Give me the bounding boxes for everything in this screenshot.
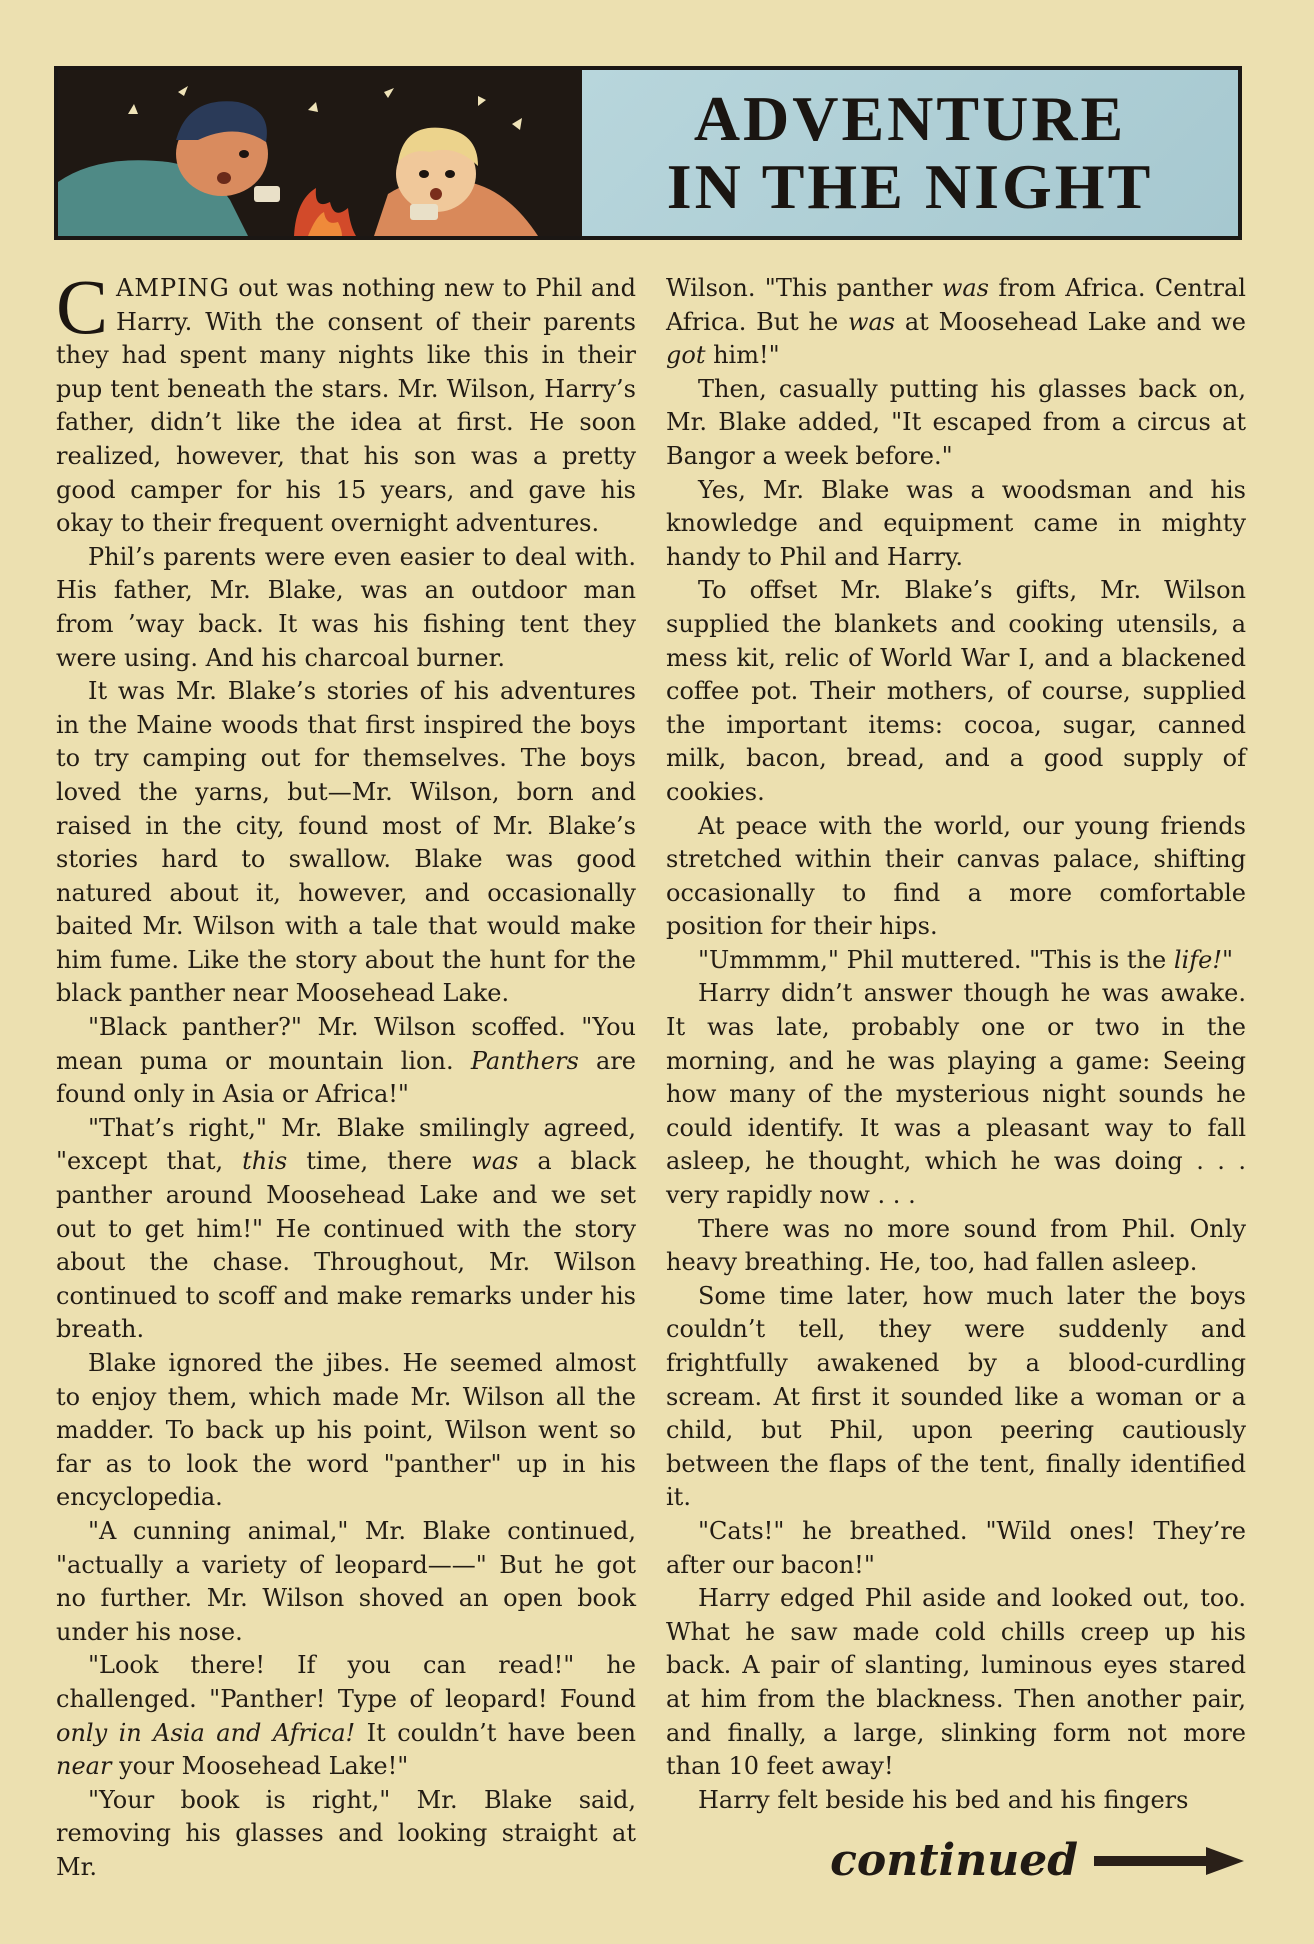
paragraph-20: Harry edged Phil aside and looked out, too. What he saw made cold chills creep up his back. A pair of slanting, luminous eyes stared at him from the blackness. Then another pair, and finally, a large, slinking form not more than 10 feet away! [666,1584,1246,1781]
paragraph-11: Then, casually putting his glasses back on, Mr. Blake added, "It escaped from a circus at Bangor a week before." [666,374,1246,470]
paragraph-9: "Your book is right," Mr. Blake said, removing his glasses and looking straight at Mr. [56,1785,636,1881]
paragraph-3: It was Mr. Blake’s stories of his adventures in the Maine woods that first inspired the boys to try camping out for themselves. The boys loved the yarns, but—Mr. Wilson, born and raised in the city, found most of Mr. Blake’s stories hard to swallow. Blake was good natured about it, however, and occasionally baited Mr. Wilson with a tale that would make him fume. Like the story about the hunt for the black panther near Moosehead Lake. [56,677,636,1008]
story-body [56,263,1246,1881]
paragraph-16: Harry didn’t answer though he was awake. It was late, probably one or two in the morning, and he was playing a game: Seeing how many of the mysterious night sounds he could identify. It was a pleasant way to fall asleep, he thought, which he was doing . . . very rapidly now . . . [666,979,1246,1210]
paragraph-15: "Ummmm," Phil muttered. "This is the life!" [698,945,1234,974]
paragraph-17: There was no more sound from Phil. Only heavy breathing. He, too, had fallen asleep. [666,1214,1246,1277]
paragraph-1: CAMPING out was nothing new to Phil and Harry. With the consent of their parents they had spent many nights like this in their pup tent beneath the stars. Mr. Wilson, Harry’s father, didn’t like the idea at first. He soon realized, however, that his son was a pretty good camper for his 15 years, and gave his okay to their frequent overnight adventures. [56,263,636,538]
continued-label: continued [830,1835,1078,1886]
paragraph-18: Some time later, how much later the boys couldn’t tell, they were suddenly and frightfully awakened by a blood-curdling scream. At first it sounded like a woman or a child, but Phil, upon peering cautiously between the flaps of the tent, finally identified it. [666,1281,1246,1512]
title-banner [54,66,1242,240]
title-line-1: ADVENTURE [693,83,1127,154]
paragraph-8: "Look there! If you can read!" he challenged. "Panther! Type of leopard! Found only in Asia and Africa! It couldn’t have been near your Moosehead Lake!" [56,1651,636,1781]
campfire-illustration [58,70,588,236]
paragraph-14: At peace with the world, our young friends stretched within their canvas palace, shifting occasionally to find a more comfortable position for their hips. [666,811,1246,941]
left-column [56,263,637,1881]
paragraph-2: Phil’s parents were even easier to deal with. His father, Mr. Blake, was an outdoor man from ’way back. It was his fishing tent they were using. And his charcoal burner. [56,542,636,672]
paragraph-6: Blake ignored the jibes. He seemed almost to enjoy them, which made Mr. Wilson all the madder. To back up his point, Wilson went so far as to look the word "panther" up in his encyclopedia. [56,1349,636,1512]
paragraph-12: Yes, Mr. Blake was a woodsman and his knowledge and equipment came in mighty handy to Phil and Harry. [666,475,1246,571]
paragraph-5: "That’s right," Mr. Blake smilingly agreed, "except that, this time, there was a black panther around Moosehead Lake and we set out to get him!" He continued with the story about the chase. Throughout, Mr. Wilson continued to scoff and make remarks under his breath. [56,1113,637,1344]
paragraph-7: "A cunning animal," Mr. Blake continued, "actually a variety of leopard——" But he got no further. Mr. Wilson shoved an open book under his nose. [56,1516,636,1646]
two-boys-by-campfire-image [58,70,588,236]
continued-marker [830,1835,1244,1886]
paragraph-19: "Cats!" he breathed. "Wild ones! They’re after our bacon!" [666,1516,1246,1579]
arrow-right-icon [1094,1845,1244,1877]
title-line-2: IN THE NIGHT [666,151,1154,222]
right-column [666,272,1246,1832]
paragraph-10: Wilson. "This panther was from Africa. Central Africa. But he was at Moosehead Lake and we got him!" [666,274,1246,370]
paragraph-13: To offset Mr. Blake’s gifts, Mr. Wilson supplied the blankets and cooking utensils, a mess kit, relic of World War I, and a blackened coffee pot. Their mothers, of course, supplied the important items: cocoa, sugar, canned milk, bacon, bread, and a good supply of cookies. [666,576,1246,806]
drop-cap: C [56,263,109,350]
paragraph-21: Harry felt beside his bed and his fingers [698,1785,1189,1814]
paragraph-4: "Black panther?" Mr. Wilson scoffed. "You mean puma or mountain lion. Panthers are found only in Asia or Africa!" [56,1013,636,1109]
title-box [582,70,1238,236]
